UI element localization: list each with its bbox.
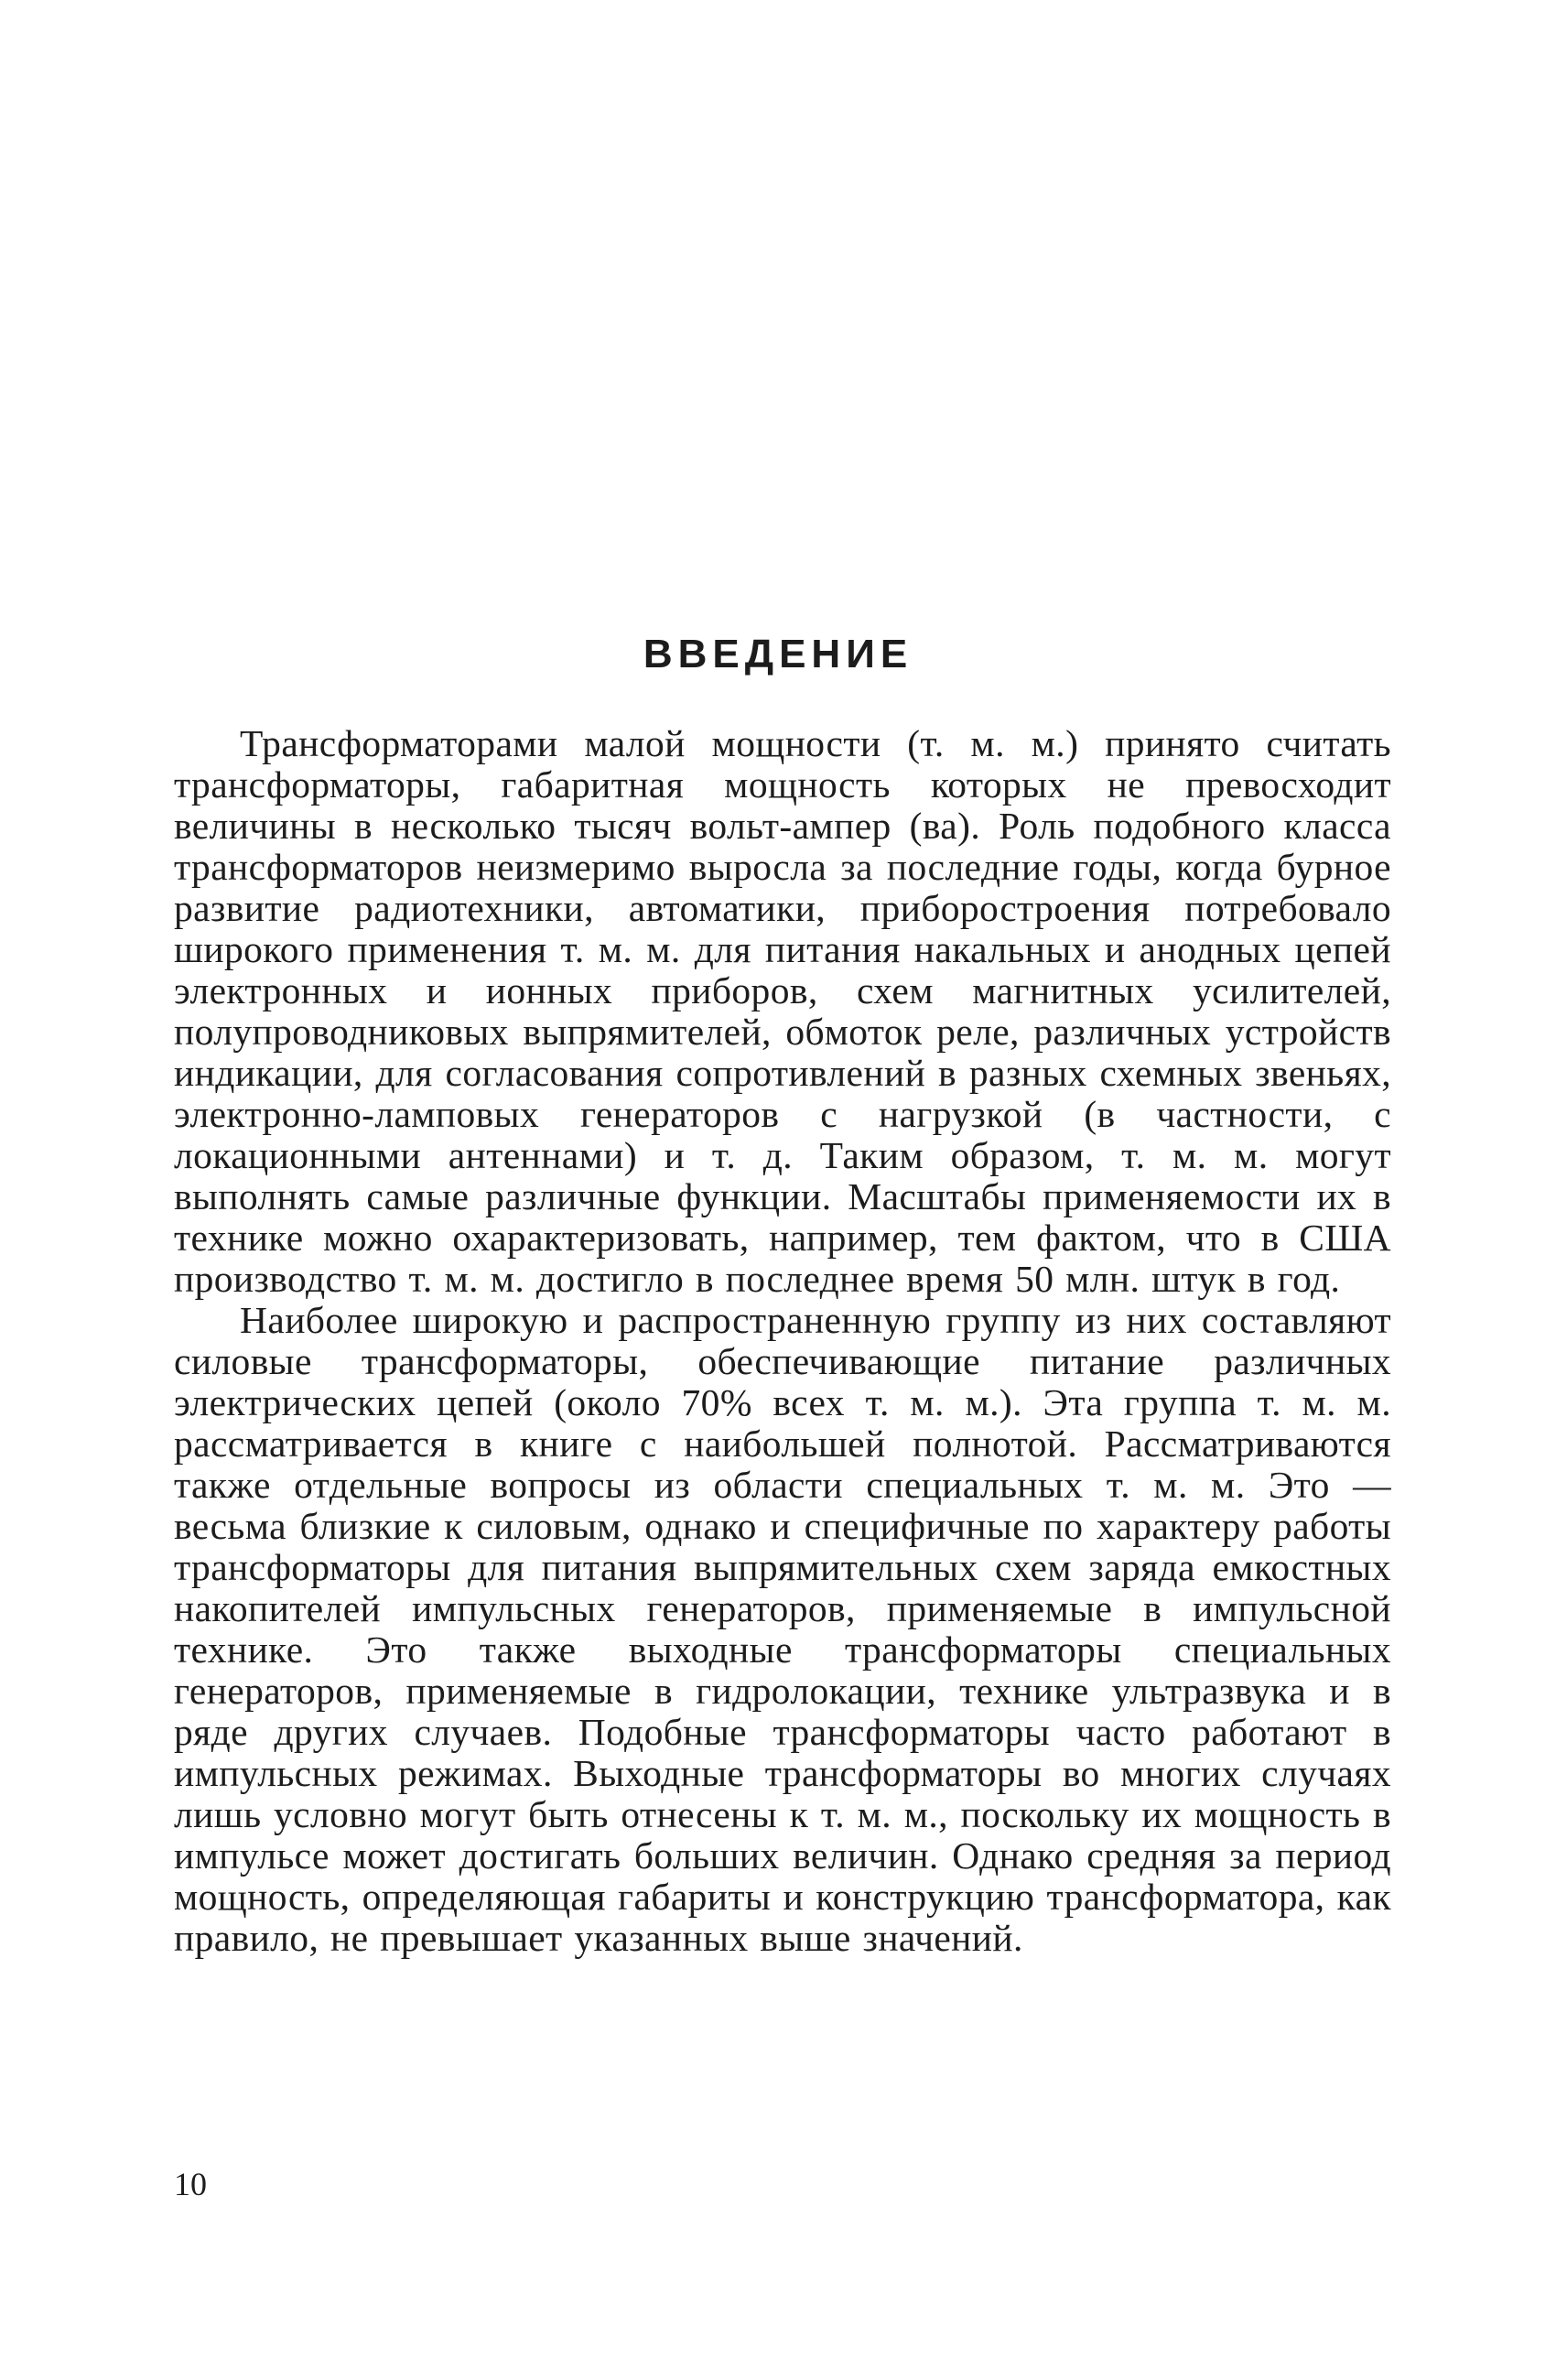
chapter-title: ВВЕДЕНИЕ xyxy=(643,632,913,676)
paragraph-1: Трансформаторами малой мощности (т. м. м.) принято считать трансформаторы, габаритная мощность которых не превосходит величины в несколько тысяч вольт-ампер (ва). Роль подобного класса трансформаторов неизмеримо выросла за последние годы, когда бурное развитие радиотехники, автоматики, приборостроения потребовало широкого применения т. м. м. для питания накальных и анодных цепей электронных и ионных приборов, схем магнитных усилителей, полупроводниковых выпрямителей, обмоток реле, различных устройств индикации, для согласования сопротивлений в разных схемных звеньях, электронно-ламповых генераторов с нагрузкой (в частности, с локационными антеннами) и т. д. Таким образом, т. м. м. могут выполнять самые различные функции. Масштабы применяемости их в технике можно охарактеризовать, например, тем фактом, что в США производство т. м. м. достигло в последнее время 50 млн. штук в год. xyxy=(174,722,1391,1300)
chapter-body xyxy=(174,723,1391,1959)
page-number: 10 xyxy=(174,2166,207,2202)
paragraph-2: Наиболее широкую и распространенную группу из них составляют силовые трансформаторы, обеспечивающие питание различных электрических цепей (около 70% всех т. м. м.). Эта группа т. м. м. рассматривается в книге с наибольшей полнотой. Рассматриваются также отдельные вопросы из области специальных т. м. м. Это — весьма близкие к силовым, однако и специфичные по характеру работы трансформаторы для питания выпрямительных схем заряда емкостных накопителей импульсных генераторов, применяемые в импульсной технике. Это также выходные трансформаторы специальных генераторов, применяемые в гидролокации, технике ультразвука и в ряде других случаев. Подобные трансформаторы часто работают в импульсных режимах. Выходные трансформаторы во многих случаях лишь условно могут быть отнесены к т. м. м., поскольку их мощность в импульсе может достигать больших величин. Однако средняя за период мощность, определяющая габариты и конструкцию трансформатора, как правило, не превышает указанных выше значений. xyxy=(174,1299,1391,1959)
